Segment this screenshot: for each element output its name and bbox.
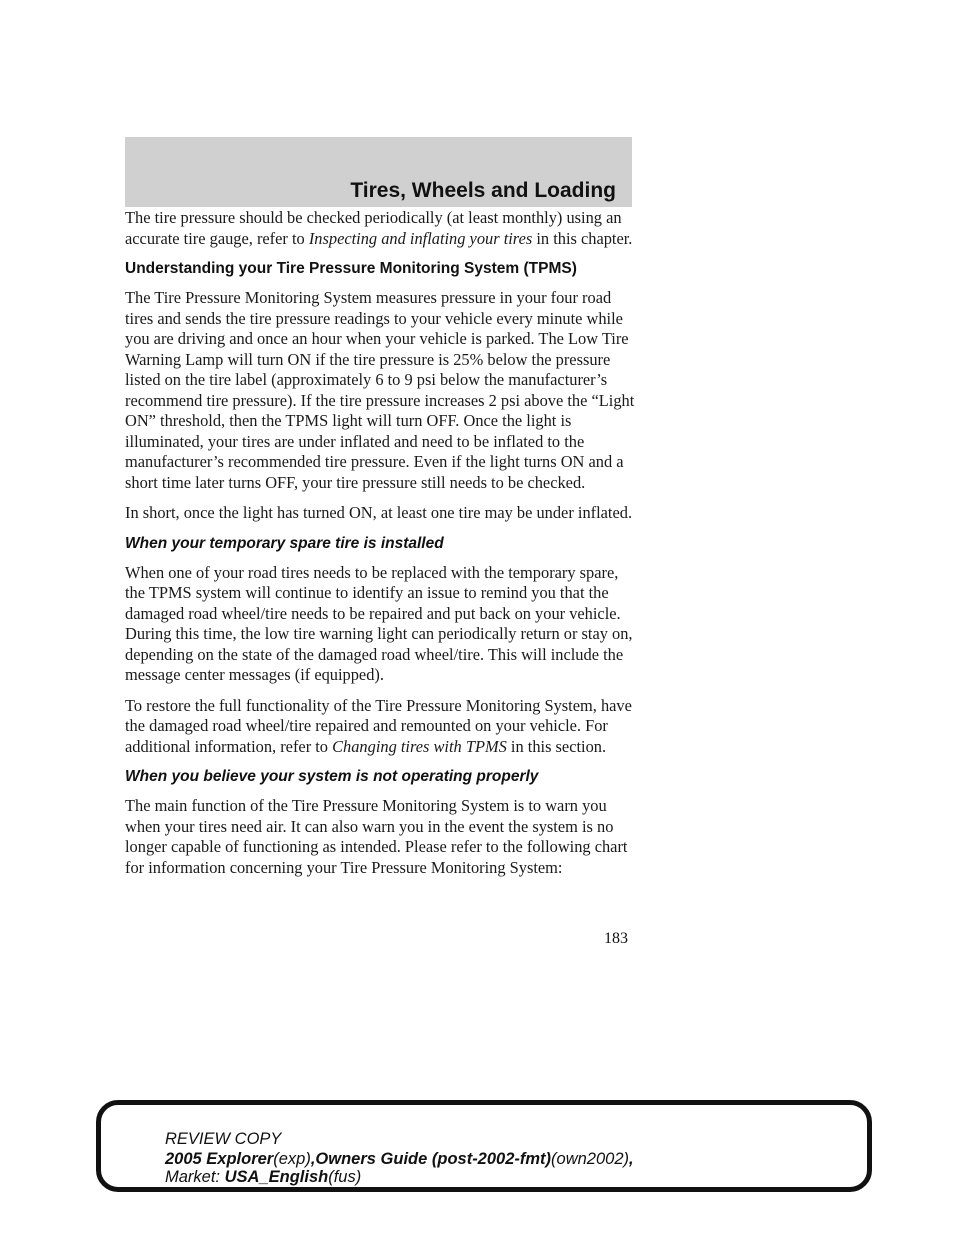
- market-info: Market: USA_English(fus): [165, 1168, 362, 1186]
- chapter-header: [125, 137, 632, 207]
- paragraph: The Tire Pressure Monitoring System measures pressure in your four road tires and sends the tire pressure readings to your vehicle every minute while you are driving and once an hour when your vehicle is parked. The Low Tire Warning Lamp will turn ON if the tire pressure is 25% below the pressure listed on the tire label (approximately 6 to 9 psi below the manufacturer’s recommend tire pressure). If the tire pressure increases 2 psi above the “Light ON” threshold, then the TPMS light will turn OFF. Once the light is illuminated, your tires are under inflated and need to be inflated to the manufacturer’s recommended tire pressure. Even if the light turns ON and a short time later turns OFF, your tire pressure still needs to be checked.: [125, 288, 635, 492]
- paragraph: When one of your road tires needs to be replaced with the temporary spare, the TPMS system will continue to identify an issue to remind you that the damaged road wheel/tire needs to be repaired and put back on your vehicle. During this time, the low tire warning light can periodically return or stay on, depending on the state of the damaged road wheel/tire. This will include the message center messages (if equipped).: [125, 562, 633, 684]
- section-heading: Understanding your Tire Pressure Monitoring System (TPMS): [125, 260, 577, 277]
- paragraph: The main function of the Tire Pressure Monitoring System is to warn you when your tires need air. It can also warn you in the event the system is no longer capable of functioning as intended. Please refer to the following chart for information concerning your Tire Pressure Monitoring System:: [125, 796, 628, 877]
- paragraph: To restore the full functionality of the Tire Pressure Monitoring System, have the damaged road wheel/tire repaired and remounted on your vehicle. For additional information, refer to Changing tires with TPMS in this section.: [125, 695, 632, 756]
- cross-reference: Inspecting and inflating your tires: [308, 228, 533, 248]
- page-number: 183: [604, 930, 628, 947]
- subsection-heading: When your temporary spare tire is installed: [125, 534, 444, 552]
- page-body: [125, 208, 635, 888]
- chapter-title: Tires, Wheels and Loading: [350, 179, 616, 202]
- paragraph: In short, once the light has turned ON, at least one tire may be under inflated.: [125, 503, 633, 522]
- cross-reference: Changing tires with TPMS: [332, 736, 507, 756]
- review-label: REVIEW COPY: [165, 1130, 282, 1148]
- subsection-heading: When you believe your system is not operating properly: [125, 768, 539, 785]
- paragraph: The tire pressure should be checked periodically (at least monthly) using an accurate tire gauge, refer to Inspecting and inflating your tires in this chapter.: [125, 208, 633, 248]
- review-footer: [96, 1100, 872, 1192]
- document-info: 2005 Explorer(exp),Owners Guide (post-2002-fmt)(own2002),: [165, 1150, 634, 1168]
